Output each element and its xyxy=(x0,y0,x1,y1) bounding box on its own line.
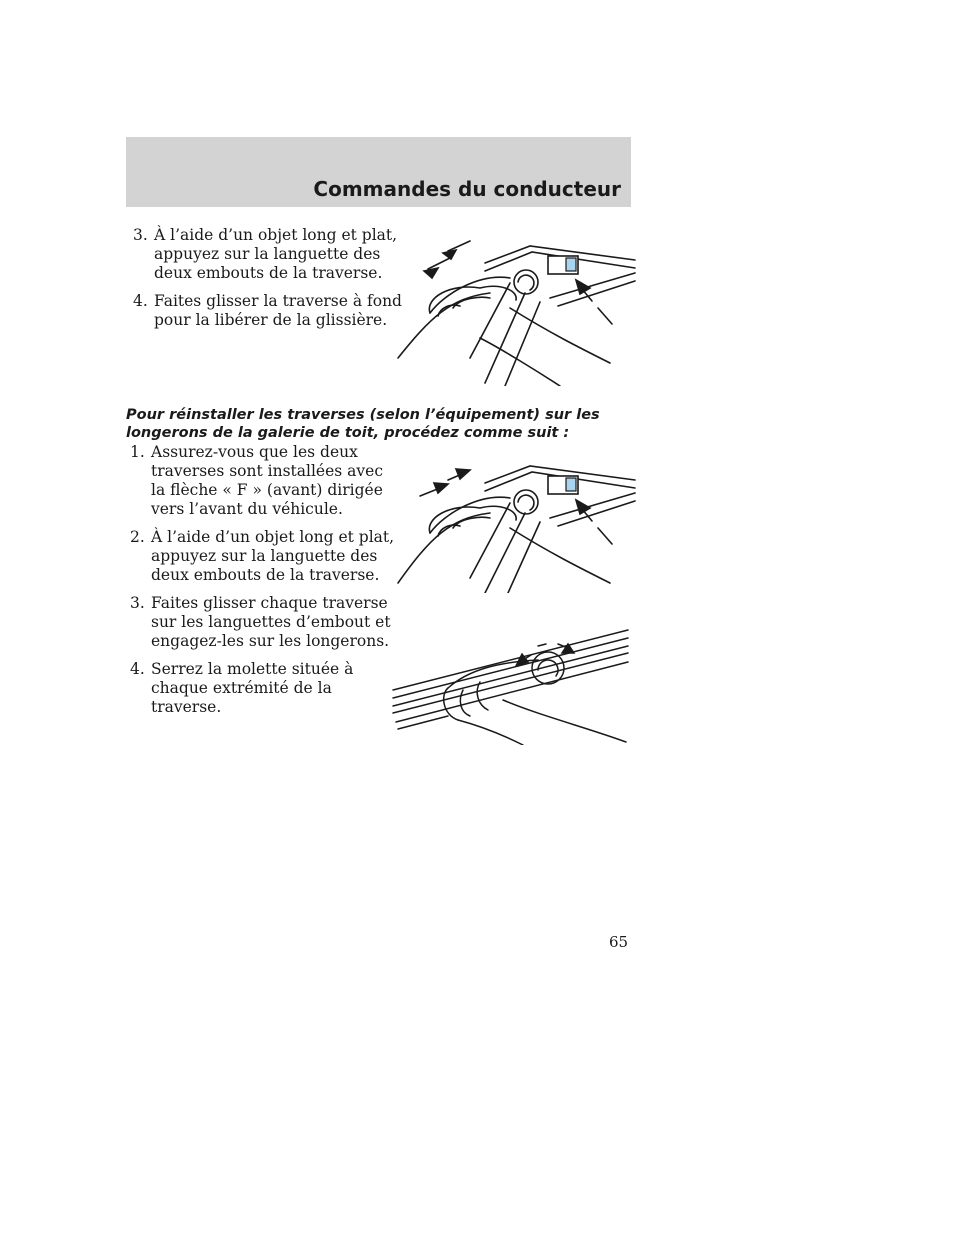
list-item: 4. Serrez la molette située à chaque extrémité de la traverse. xyxy=(130,660,354,716)
arrow-icon xyxy=(424,241,470,278)
reinstall-steps xyxy=(130,443,401,726)
list-item: 4. Faites glisser la traverse à fond pour la libérer de la glissière. xyxy=(133,292,402,329)
figure-crossbar-install xyxy=(390,458,640,593)
figure-crossbar-removal xyxy=(390,238,640,386)
dashed-arrow-icon xyxy=(576,500,612,544)
arrow-icon xyxy=(420,469,470,496)
page-number: 65 xyxy=(609,933,629,951)
list-item: 2. À l’aide d’un objet long et plat, appuyez sur la languette des deux embouts de la traverse. xyxy=(130,528,395,584)
list-item: 3. À l’aide d’un objet long et plat, appuyez sur la languette des deux embouts de la traverse. xyxy=(133,226,398,282)
reinstall-heading: Pour réinstaller les traverses (selon l’équipement) sur les longerons de la galerie de toit, procédez comme suit : xyxy=(126,407,600,441)
header-band xyxy=(126,137,631,207)
section-title: Commandes du conducteur xyxy=(313,177,621,201)
removal-steps xyxy=(133,226,404,339)
list-item: 3. Faites glisser chaque traverse sur les languettes d’embout et engagez-les sur les longerons. xyxy=(130,594,391,650)
list-item: 1. Assurez-vous que les deux traverses sont installées avec la flèche « F » (avant) dirigée vers l’avant du véhicule. xyxy=(130,443,384,518)
figure-knob-tighten xyxy=(388,620,633,745)
dashed-arrow-icon xyxy=(576,280,612,324)
